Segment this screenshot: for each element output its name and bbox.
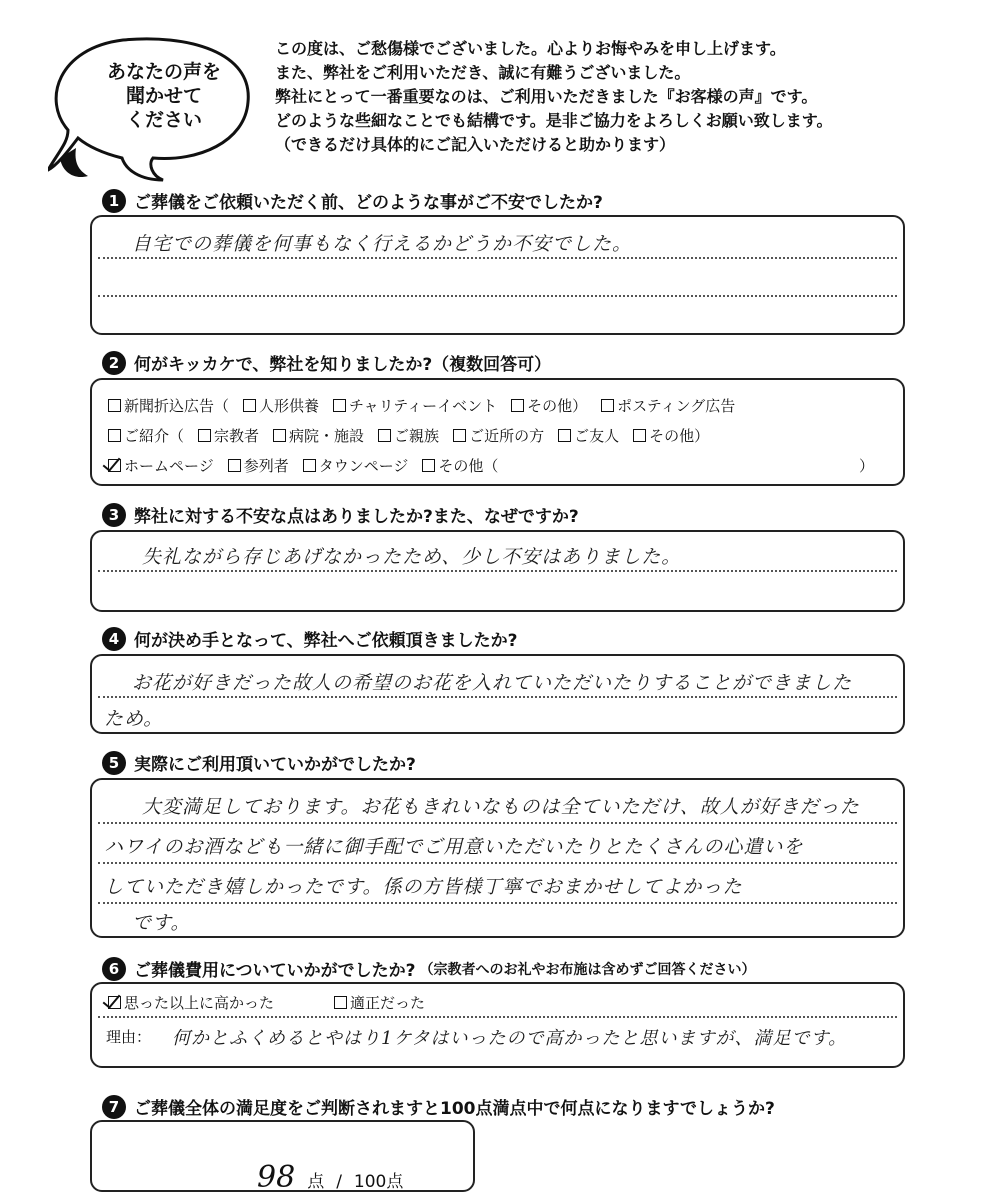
score-slash: /: [336, 1172, 342, 1192]
cost-options: [108, 992, 425, 1013]
intro-line: 弊社にとって一番重要なのは、ご利用いただきました『お客様の声』です。: [275, 87, 818, 106]
score-value: 98: [257, 1160, 296, 1195]
score-display: [257, 1160, 403, 1195]
dotted-rule: [98, 696, 897, 698]
checkbox-icon[interactable]: [378, 429, 391, 442]
bubble-line: ください: [125, 109, 202, 131]
closing-paren: ）: [858, 457, 874, 475]
checkbox-checked-icon[interactable]: [108, 996, 121, 1009]
question-text: ご葬儀をご依頼いただく前、どのような事がご不安でしたか?: [134, 193, 603, 213]
number-3-icon: 3: [102, 503, 126, 527]
bubble-line: あなたの声を: [106, 61, 221, 83]
option-friends[interactable]: ご友人: [558, 425, 619, 446]
score-max: 100点: [353, 1172, 404, 1192]
question-text: 実際にご利用頂いていかがでしたか?: [134, 755, 416, 775]
handwritten-answer: ハワイのお酒なども一緒に御手配でご用意いただいたりとたくさんの心遣いを: [104, 836, 804, 858]
question-6-answer-box: [90, 982, 905, 1068]
option-other-3[interactable]: その他（: [422, 455, 498, 476]
question-4-title: [102, 626, 518, 651]
question-text: ご葬儀全体の満足度をご判断されますと100点満点中で何点になりますでしょうか?: [134, 1099, 775, 1119]
number-1-icon: 1: [102, 189, 126, 213]
checkbox-icon[interactable]: [108, 399, 121, 412]
handwritten-answer: 自宅での葬儀を何事もなく行えるかどうか不安でした。: [132, 233, 633, 255]
question-3-answer-box[interactable]: [90, 530, 905, 612]
number-5-icon: 5: [102, 751, 126, 775]
bubble-line: 聞かせて: [125, 85, 202, 107]
intro-line: この度は、ご愁傷様でございました。心よりお悔やみを申し上げます。: [275, 39, 786, 58]
checkbox-icon[interactable]: [198, 429, 211, 442]
option-more-expensive[interactable]: 思った以上に高かった: [108, 992, 274, 1013]
intro-message: [275, 37, 975, 157]
handwritten-answer: です。: [132, 912, 191, 934]
checkbox-checked-icon[interactable]: [108, 459, 121, 472]
question-note: （宗教者へのお礼やお布施は含めずご回答ください）: [419, 961, 756, 978]
checkbox-icon[interactable]: [633, 429, 646, 442]
question-7-title: [102, 1094, 775, 1119]
checkbox-icon[interactable]: [558, 429, 571, 442]
question-2-options-box: [90, 378, 905, 486]
checkbox-icon[interactable]: [601, 399, 614, 412]
dotted-rule: [98, 570, 897, 572]
checkbox-icon[interactable]: [243, 399, 256, 412]
option-other-2[interactable]: その他）: [633, 425, 709, 446]
question-text: 何がキッカケで、弊社を知りましたか?（複数回答可）: [134, 355, 552, 375]
option-charity-event[interactable]: チャリティーイベント: [333, 395, 497, 416]
checkbox-icon[interactable]: [334, 996, 347, 1009]
bubble-text: [74, 60, 254, 132]
option-relatives[interactable]: ご親族: [378, 425, 439, 446]
handwritten-answer: お花が好きだった故人の希望のお花を入れていただいたりすることができました: [132, 672, 853, 694]
intro-line: また、弊社をご利用いただき、誠に有難うございました。: [275, 63, 691, 82]
dotted-rule: [98, 862, 897, 864]
option-row-1: [108, 395, 735, 416]
intro-line: どのような些細なことでも結構です。是非ご協力をよろしくお願い致します。: [275, 111, 833, 130]
handwritten-reason[interactable]: 何かとふくめるとやはり1ケタはいったので高かったと思いますが、満足です。: [172, 1028, 848, 1049]
question-2-title: [102, 350, 551, 375]
question-5-title: [102, 750, 416, 775]
question-1-answer-box[interactable]: [90, 215, 905, 335]
option-religious[interactable]: 宗教者: [198, 425, 259, 446]
question-7-score-box[interactable]: [90, 1120, 475, 1195]
option-newspaper[interactable]: 新聞折込広告（: [108, 395, 229, 416]
option-row-3: [108, 455, 888, 476]
voice-bubble: [48, 30, 258, 190]
checkbox-icon[interactable]: [453, 429, 466, 442]
reason-label: 理由：: [106, 1028, 152, 1046]
option-homepage[interactable]: ホームページ: [108, 455, 214, 476]
option-other-1[interactable]: その他）: [511, 395, 587, 416]
option-neighbors[interactable]: ご近所の方: [453, 425, 544, 446]
option-town-page[interactable]: タウンページ: [303, 455, 409, 476]
handwritten-answer: ため。: [104, 708, 164, 730]
option-row-2: [108, 425, 709, 446]
number-6-icon: 6: [102, 957, 126, 981]
option-posting-ad[interactable]: ポスティング広告: [601, 395, 735, 416]
score-unit: 点: [307, 1172, 325, 1192]
handwritten-answer: 失礼ながら存じあげなかったため、少し不安はありました。: [142, 546, 682, 568]
handwritten-answer: していただき嬉しかったです。係の方皆様丁寧でおまかせしてよかった: [104, 876, 743, 898]
question-text: 何が決め手となって、弊社へご依頼頂きましたか?: [134, 631, 518, 651]
question-1-title: [102, 188, 603, 213]
number-2-icon: 2: [102, 351, 126, 375]
number-4-icon: 4: [102, 627, 126, 651]
checkbox-icon[interactable]: [108, 429, 121, 442]
checkbox-icon[interactable]: [333, 399, 346, 412]
option-referral[interactable]: ご紹介（: [108, 425, 184, 446]
dotted-rule: [98, 295, 897, 297]
question-6-title: [102, 956, 756, 981]
question-text: ご葬儀費用についていかがでしたか?: [134, 961, 416, 981]
checkbox-icon[interactable]: [511, 399, 524, 412]
question-3-title: [102, 502, 579, 527]
question-5-answer-box[interactable]: [90, 778, 905, 938]
question-4-answer-box[interactable]: [90, 654, 905, 734]
dotted-rule: [98, 1016, 897, 1018]
handwritten-answer: 大変満足しております。お花もきれいなものは全ていただけ、故人が好きだった: [142, 796, 860, 818]
dotted-rule: [98, 902, 897, 904]
option-attendee[interactable]: 参列者: [228, 455, 289, 476]
number-7-icon: 7: [102, 1095, 126, 1119]
dotted-rule: [98, 257, 897, 259]
question-text: 弊社に対する不安な点はありましたか?また、なぜですか?: [134, 507, 579, 527]
option-fair[interactable]: 適正だった: [334, 992, 425, 1013]
option-hospital[interactable]: 病院・施設: [273, 425, 364, 446]
checkbox-icon[interactable]: [422, 459, 435, 472]
option-doll-memorial[interactable]: 人形供養: [243, 395, 319, 416]
checkbox-icon[interactable]: [228, 459, 241, 472]
intro-line: （できるだけ具体的にご記入いただけると助かります）: [275, 135, 676, 154]
checkbox-icon[interactable]: [303, 459, 316, 472]
checkbox-icon[interactable]: [273, 429, 286, 442]
dotted-rule: [98, 822, 897, 824]
